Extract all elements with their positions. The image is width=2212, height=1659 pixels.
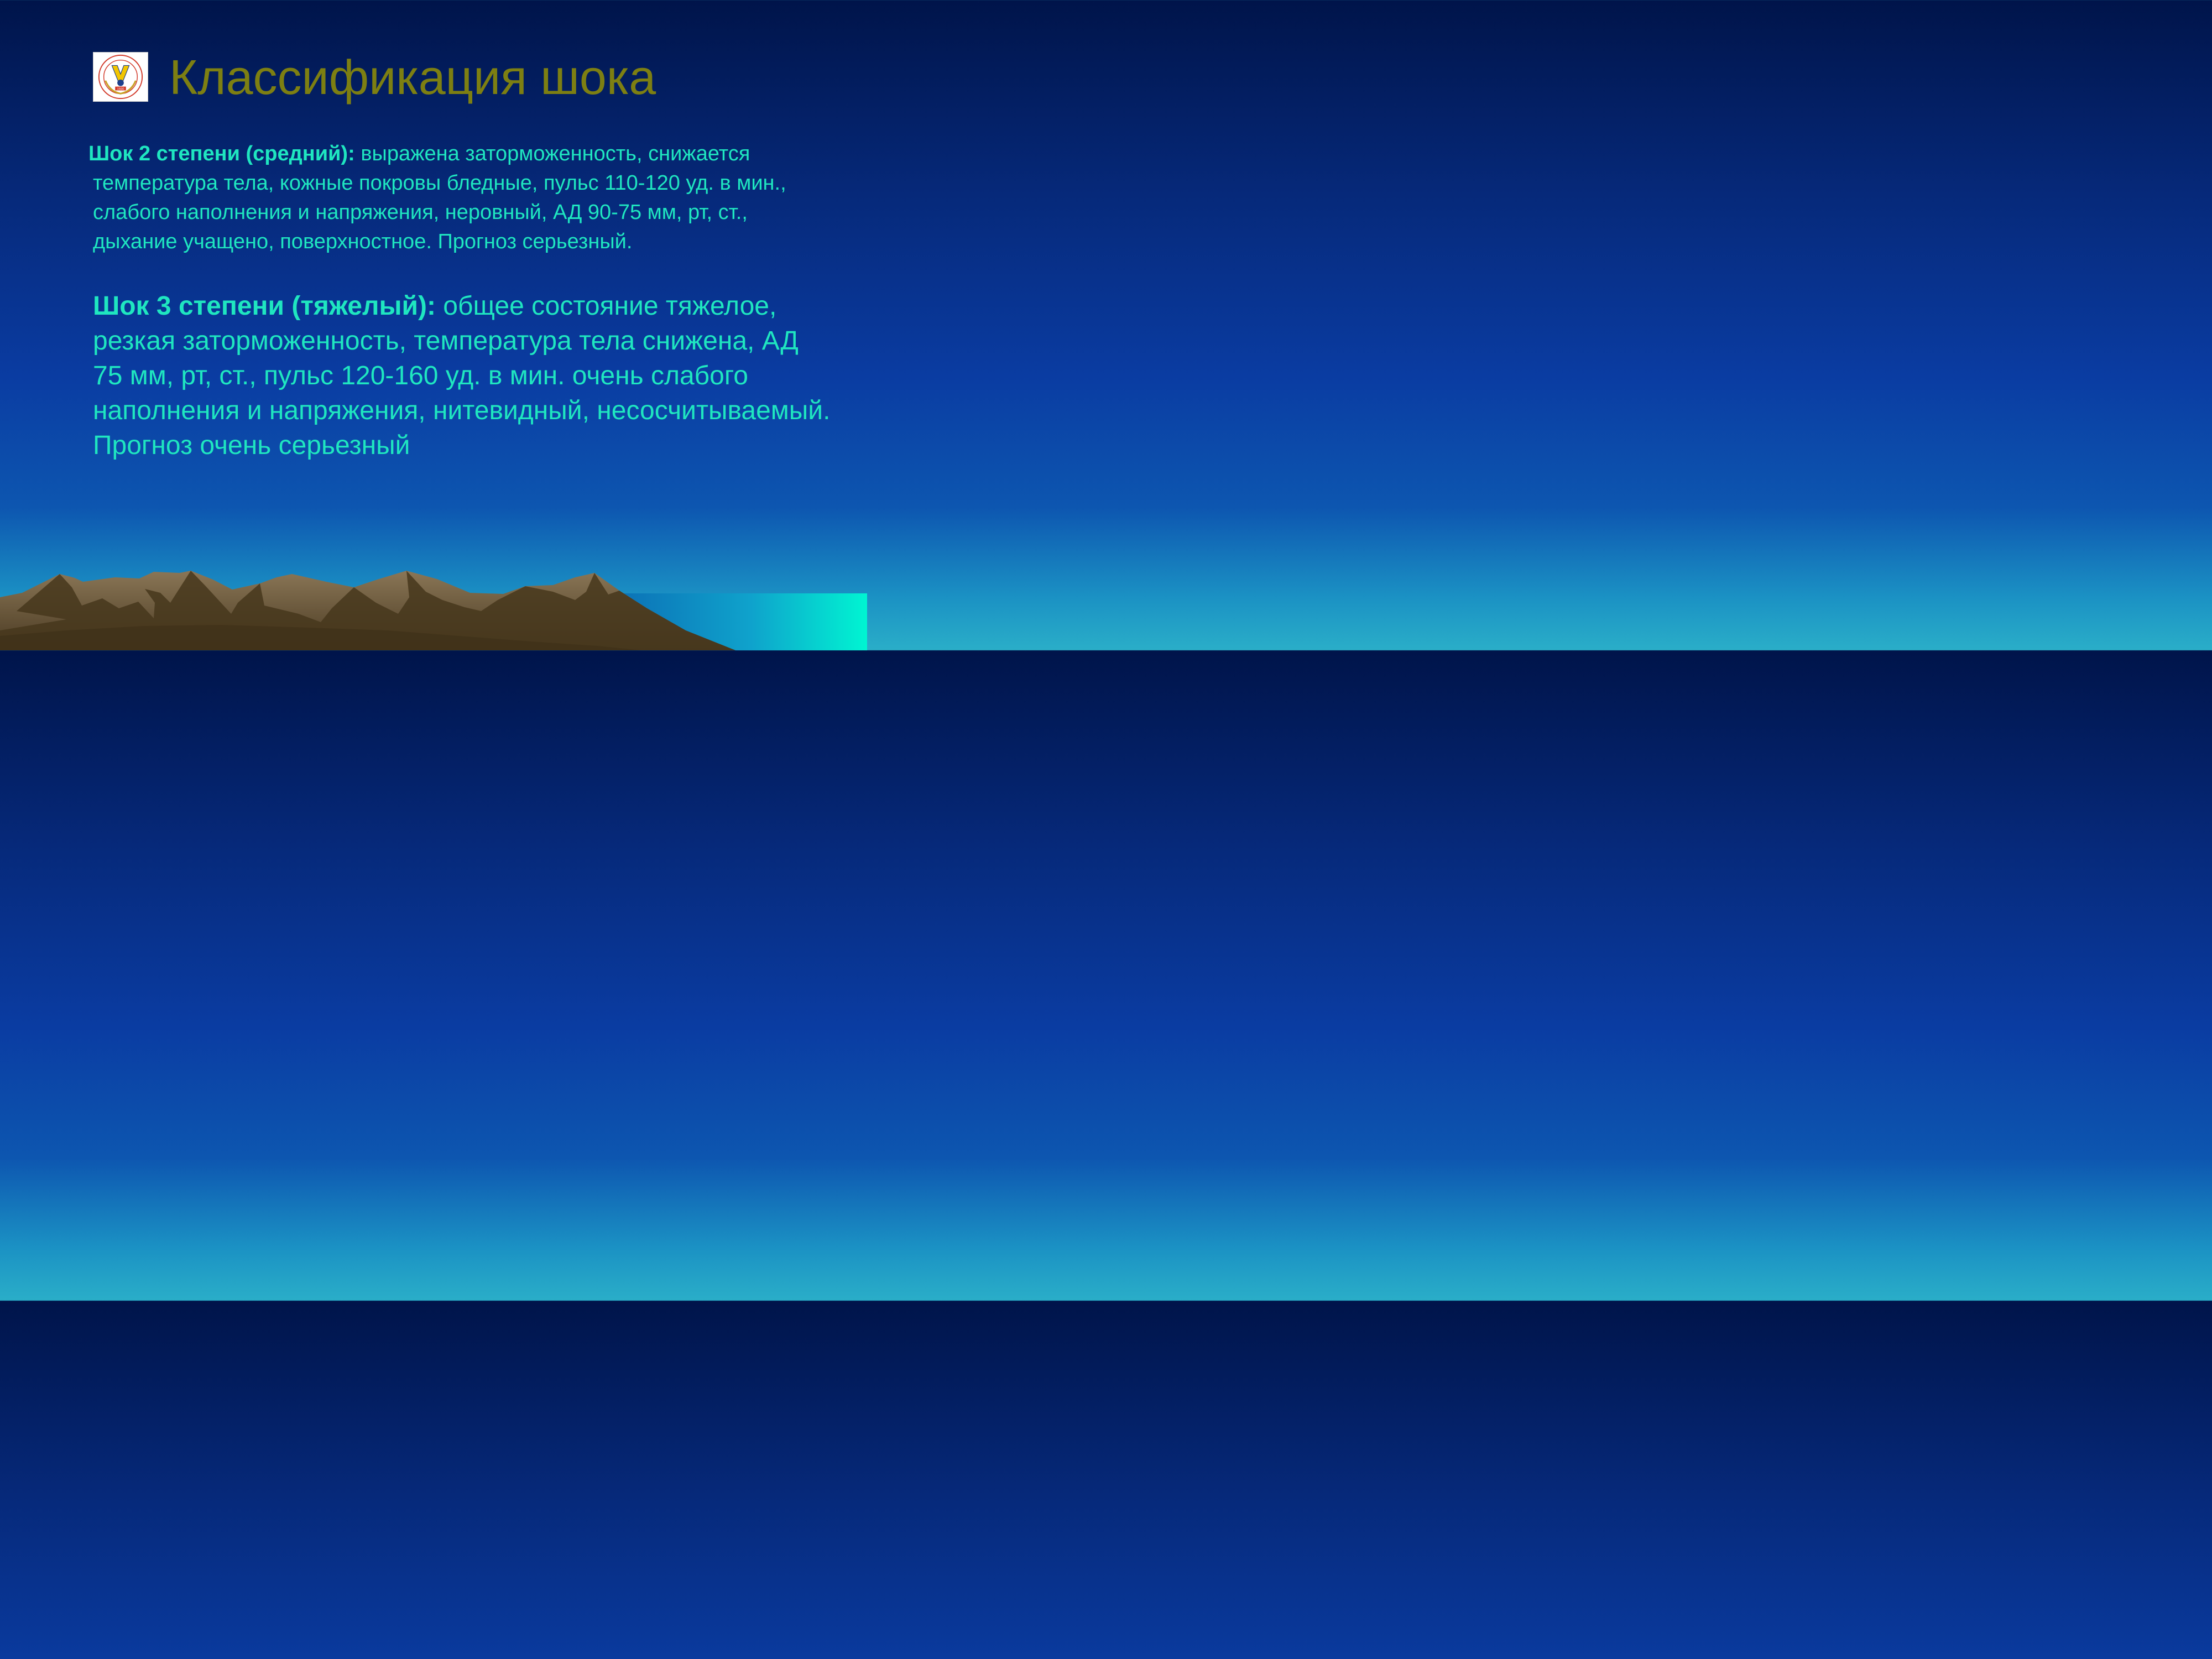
university-logo (93, 52, 148, 102)
university-emblem-icon (93, 53, 148, 101)
shock-grade-3-heading: Шок 3 степени (тяжелый): (93, 291, 436, 321)
logo-year: 1930 (117, 87, 124, 91)
shock-grade-2-text: выражена заторможенность, снижается температура тела, кожные покровы бледные, пульс 110-120 уд. в мин., слабого наполнения и напряжения, неровный, АД 90-75 мм, рт, ст., дыхание учащено, поверхностное. Прогноз серьезный. (93, 142, 786, 253)
shock-grade-2-paragraph (88, 139, 823, 257)
slide-title: Классификация шока (169, 50, 656, 105)
shock-grade-3-paragraph (93, 289, 834, 463)
shock-grade-2-heading: Шок 2 степени (средний): (88, 142, 355, 165)
shock-grade-3-text: общее состояние тяжелое, резкая заторможенность, температура тела снижена, АД 75 мм, рт, ст., пульс 120-160 уд. в мин. очень слабого наполнения и напряжения, нитевидный, несосчитываемый. Прогноз очень серьезный (93, 291, 831, 460)
